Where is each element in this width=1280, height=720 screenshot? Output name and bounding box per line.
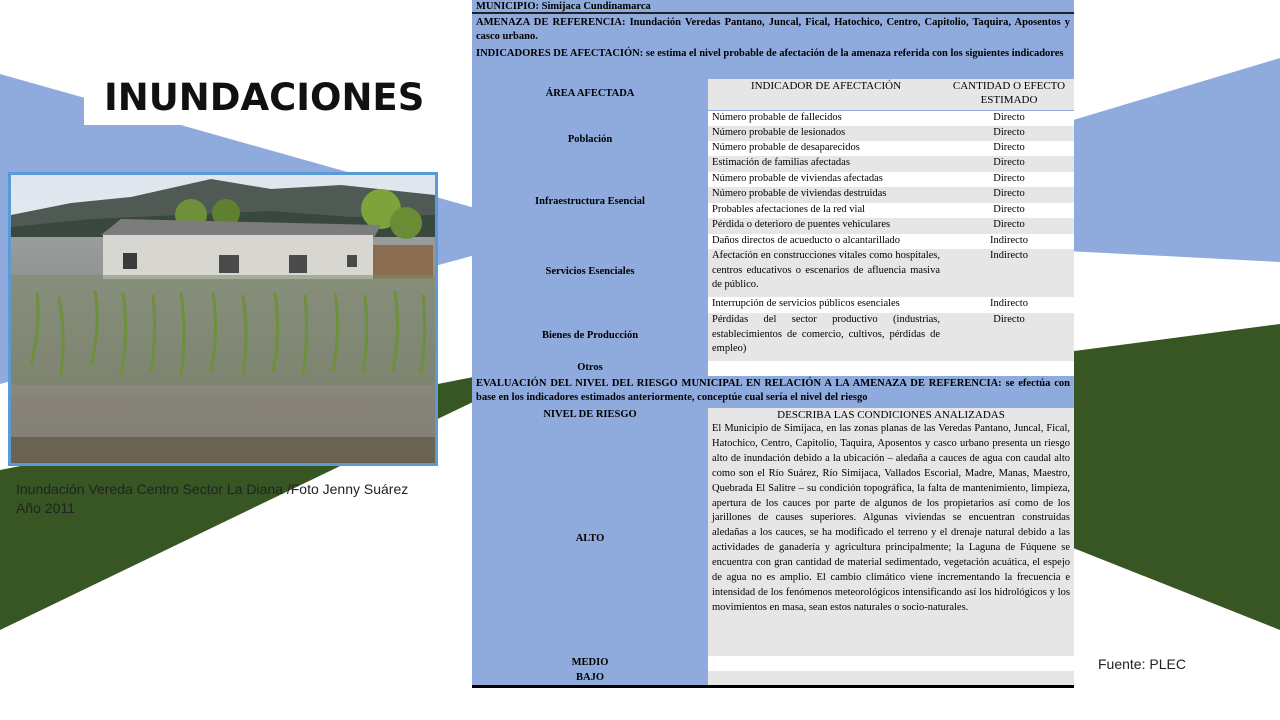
table-row (708, 249, 1074, 297)
nivel-medio: MEDIO (571, 657, 609, 668)
area-poblacion: Población (567, 134, 613, 145)
table-row (708, 111, 1074, 126)
evaluacion-instructions: se efectúa con base en los indicadores estimados anteriormente, conceptúe cual sería el nivel del riesgo (476, 378, 1070, 403)
medio-empty-row (708, 656, 1074, 671)
table-row (708, 234, 1074, 249)
table-row (708, 297, 1074, 313)
amenaza-header: AMENAZA DE REFERENCIA: Inundación Veredas Pantano, Juncal, Fical, Hatochico, Centro, Capitolio, Taquira, Aposentos y casco urbano. (476, 17, 1070, 42)
flood-photo-illustration (11, 175, 435, 463)
table-row (708, 218, 1074, 234)
slide-title: INUNDACIONES (104, 76, 425, 119)
indicador-cell: Pérdidas del sector productivo (industrias, establecimientos de comercio, cultivos, pérdidas de empleo) (712, 314, 940, 354)
otros-empty-row (708, 361, 1074, 376)
table-row (708, 187, 1074, 203)
cantidad-cell: Directo (993, 157, 1025, 168)
area-infraestructura: Infraestructura Esencial (535, 196, 645, 207)
indicador-column-header: INDICADOR DE AFECTACIÓN (708, 79, 944, 110)
municipio-header: MUNICIPIO: Simijaca Cundinamarca (472, 0, 1074, 14)
indicador-cell: Pérdida o deterioro de puentes vehiculares (712, 219, 891, 230)
caption-line-2: Año 2011 (16, 500, 75, 516)
risk-assessment-document (472, 0, 1074, 688)
evaluacion-title: EVALUACIÓN DEL NIVEL DEL RIESGO MUNICIPAL EN RELACIÓN A LA AMENAZA DE REFERENCIA: (476, 378, 1002, 389)
indicador-cell: Número probable de desaparecidos (712, 142, 860, 153)
indicador-cell: Probables afectaciones de la red vial (712, 204, 866, 215)
table-row (708, 313, 1074, 361)
indicador-cell: Estimación de familias afectadas (712, 157, 850, 168)
source-label: Fuente: PLEC (1098, 656, 1186, 672)
cantidad-cell: Indirecto (990, 250, 1028, 261)
cantidad-cell: Directo (993, 204, 1025, 215)
cantidad-cell: Directo (993, 112, 1025, 123)
indicador-cell: Número probable de fallecidos (712, 112, 842, 123)
cantidad-cell: Directo (993, 173, 1025, 184)
alto-description: El Municipio de Simijaca, en las zonas planas de las Veredas Pantano, Juncal, Fical, Hatochico, Centro, Capitolio, Taquira, Aposentos y casco urbano presenta un riesgo alto de inundación debido a la ubicación – aledaña a cauces de agua con caudal alto como son el Río Suárez, Río Simijaca, Vallados Escorial, Madre, Manas, Maestro, Quebrada El Salitre – su condición topográfica, la falta de mantenimiento, limpieza, apertura de los cauces por parte de algunos de los propietarios así como de los jarillones de causes superiores. Algunas viviendas se encuentran construidas aledañas a los cauces, se ha modificado el terreno y el drenaje natural debido a las actividades de ganadería y agricultura principalmente; la Laguna de Fúquene se encuentra con gran cantidad de material sedimentado, vegetación acuática, el espejo de agua no es amplio. El cambio climático viene incrementando la frecuencia e intensidad de los fenómenos meteorológicos intensificando así los hidrológicos y los movimientos en masa, sean estos naturales o socio-naturales. (708, 422, 1074, 656)
cantidad-cell: Directo (993, 314, 1025, 325)
photo-caption (16, 480, 436, 518)
indicador-cell: Daños directos de acueducto o alcantarillado (712, 235, 901, 246)
evaluacion-header (472, 377, 1074, 407)
cantidad-cell: Directo (993, 219, 1025, 230)
indicador-cell: Afectación en construcciones vitales como hospitales, centros educativos o escenarios de afluencia masiva de público. (712, 250, 940, 290)
cantidad-cell: Indirecto (990, 235, 1028, 246)
table-row (708, 172, 1074, 187)
indicador-cell: Número probable de viviendas afectadas (712, 173, 883, 184)
cantidad-cell: Directo (993, 127, 1025, 138)
bajo-empty-row (708, 671, 1074, 685)
nivel-bajo: BAJO (575, 672, 604, 683)
area-bienes: Bienes de Producción (541, 330, 639, 341)
cantidad-cell: Indirecto (990, 298, 1028, 309)
area-otros: Otros (577, 362, 603, 373)
nivel-alto: ALTO (575, 533, 605, 544)
cantidad-cell: Directo (993, 142, 1025, 153)
flood-photo (8, 172, 438, 466)
table-row (708, 141, 1074, 156)
indicador-cell: Número probable de viviendas destruidas (712, 188, 887, 199)
cantidad-column-header: CANTIDAD O EFECTO ESTIMADO (944, 79, 1074, 110)
indicador-cell: Interrupción de servicios públicos esenciales (712, 298, 900, 309)
table-row (708, 126, 1074, 141)
area-afectada-label: ÁREA AFECTADA (545, 88, 635, 99)
area-servicios: Servicios Esenciales (545, 266, 635, 277)
indicador-cell: Número probable de lesionados (712, 127, 846, 138)
indicadores-header: INDICADORES DE AFECTACIÓN: se estima el nivel probable de afectación de la amenaza referida con los siguientes indicadores (476, 48, 1064, 59)
condiciones-column-header: DESCRIBA LAS CONDICIONES ANALIZADAS (708, 408, 1074, 422)
table-row (708, 203, 1074, 218)
nivel-riesgo-header: NIVEL DE RIESGO (543, 409, 637, 420)
table-row (708, 156, 1074, 172)
caption-line-1: Inundación Vereda Centro Sector La Diana /Foto Jenny Suárez (16, 481, 409, 497)
cantidad-cell: Directo (993, 188, 1025, 199)
